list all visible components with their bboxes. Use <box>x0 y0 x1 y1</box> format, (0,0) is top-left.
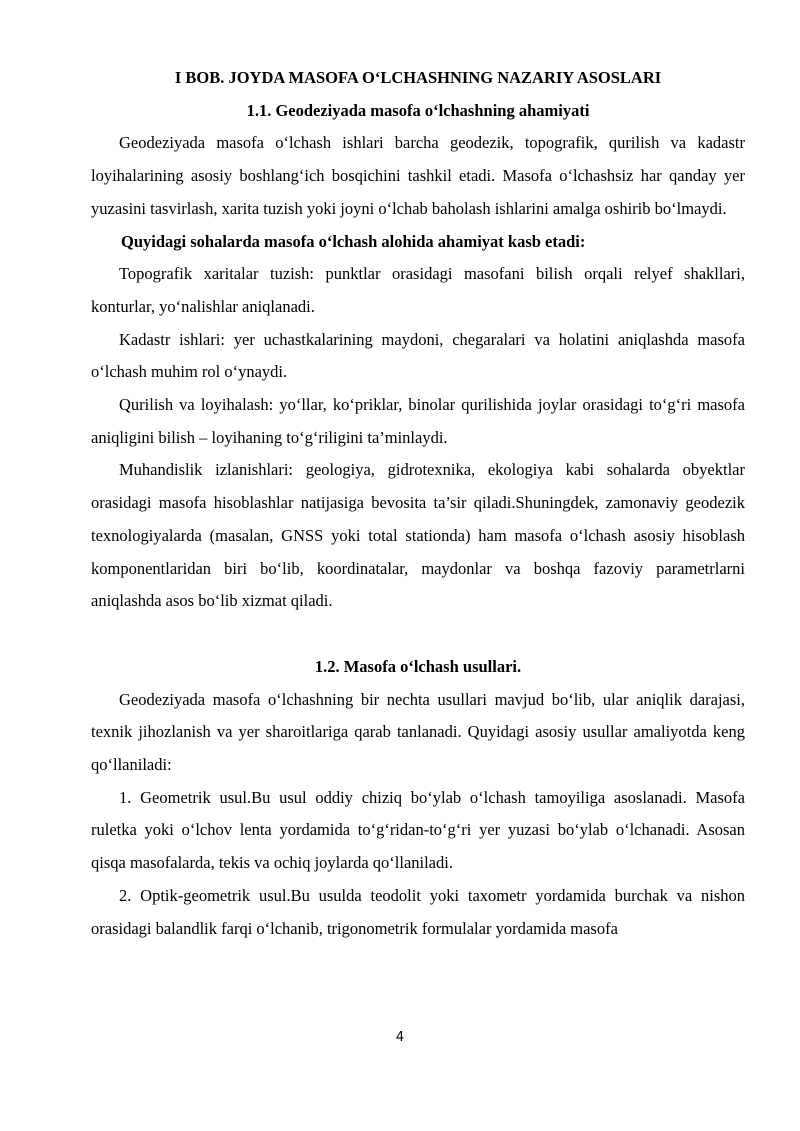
paragraph: Geodeziyada masofa o‘lchash ishlari barcha geodezik, topografik, qurilish va kadastr loyihalarining asosiy boshlang‘ich bosqichini tashkil etadi. Masofa o‘lchashsiz har qanday yer yuzasini tasvirlash, xarita tuzish yoki joyni o‘lchab baholash ishlarini amalga oshirib bo‘lmaydi. <box>91 133 745 218</box>
method-optik-geometrik: 2. Optik-geometrik usul.Bu usulda teodolit yoki taxometr yordamida burchak va nishon orasidagi balandlik farqi o‘lchanib, trigonometrik formulalar yordamida masofa <box>91 885 745 938</box>
list-item-qurilish: Qurilish va loyihalash: yo‘llar, ko‘priklar, binolar qurilishida joylar orasidagi to‘g‘ri masofa aniqligini bilish – loyihaning to‘g‘riligini ta’minlaydi. <box>91 395 745 447</box>
section-title-1-2: 1.2. Masofa o‘lchash usullari. <box>314 656 522 676</box>
list-lead-text: Quyidagi sohalarda masofa o‘lchash alohida ahamiyat kasb etadi: <box>121 231 586 251</box>
method-geometrik: 1. Geometrik usul.Bu usul oddiy chiziq bo‘ylab o‘lchash tamoyiliga asoslanadi. Masofa ruletka yoki o‘lchov lenta yordamida to‘g‘ridan-to‘g‘ri yer yuzasi bo‘ylab o‘lchanadi. Asosan qisqa masofalarda, tekis va ochiq joylarda qo‘llaniladi. <box>91 787 745 873</box>
list-item-muhandislik: Muhandislik izlanishlari: geologiya, gidrotexnika, ekologiya kabi sohalarda obyektlar orasidagi masofa hisoblashlar natijasiga bevosita ta’sir qiladi.Shuningdek, zamonaviy geodezik texnologiyalarda (masalan, GNSS yoki total stationda) ham masofa o‘lchash asosiy hisoblash komponentlaridan biri bo‘lib, koordinatalar, maydonlar va boshqa fazoviy parametrlarni aniqlashda asos bo‘lib xizmat qiladi. <box>91 460 745 611</box>
paragraph: Geodeziyada masofa o‘lchashning bir nechta usullari mavjud bo‘lib, ular aniqlik darajasi, texnik jihozlanish va yer sharoitlariga qarab tanlanadi. Quyidagi asosiy usullar amaliyotda keng qo‘llaniladi: <box>91 689 745 775</box>
page-number: 4 <box>395 1030 405 1045</box>
list-item-kadastr: Kadastr ishlari: yer uchastkalarining maydoni, chegaralari va holatini aniqlashda masofa o‘lchash muhim rol o‘ynaydi. <box>91 329 745 382</box>
chapter-title: I BOB. JOYDA MASOFA O‘LCHASHNING NAZARIY ASOSLARI <box>174 68 662 87</box>
list-item-topografik: Topografik xaritalar tuzish: punktlar orasidagi masofani bilish orqali relyef shakllari, konturlar, yo‘nalishlar aniqlanadi. <box>91 264 745 316</box>
section-title-1-1: 1.1. Geodeziyada masofa o‘lchashning ahamiyati <box>246 100 590 120</box>
document-page <box>91 62 745 945</box>
